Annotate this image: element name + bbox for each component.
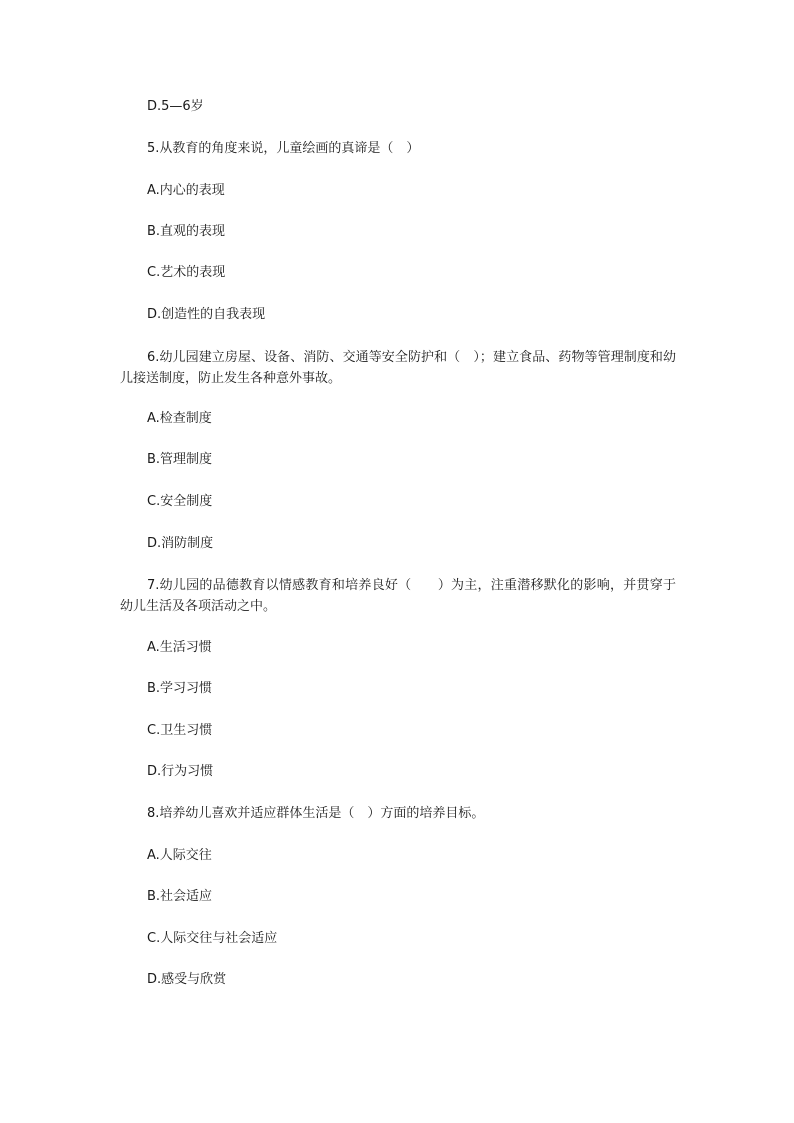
option-q5-b: B.直观的表现 bbox=[147, 224, 226, 239]
option-q5-a: A.内心的表现 bbox=[147, 183, 225, 198]
question-5-stem: 5.从教育的角度来说，儿童绘画的真谛是（ ） bbox=[147, 141, 420, 156]
question-6-stem: 6.幼儿园建立房屋、设备、消防、交通等安全防护和（ ）；建立食品、药物等管理制度和幼儿接送制度，防止发生各种意外事故。 bbox=[120, 350, 676, 386]
option-q8-b: B.社会适应 bbox=[147, 889, 213, 904]
option-q5-d: D.创造性的自我表现 bbox=[147, 307, 266, 322]
question-8-stem: 8.培养幼儿喜欢并适应群体生活是（ ）方面的培养目标。 bbox=[147, 806, 485, 821]
option-q8-c: C.人际交往与社会适应 bbox=[147, 931, 278, 946]
question-7-stem: 7.幼儿园的品德教育以情感教育和培养良好（ ）为主，注重潜移默化的影响，并贯穿于幼儿生活及各项活动之中。 bbox=[120, 578, 676, 614]
option-q4-d: D.5—6岁 bbox=[147, 99, 204, 114]
option-q8-a: A.人际交往 bbox=[147, 848, 212, 863]
option-q7-b: B.学习习惯 bbox=[147, 681, 213, 696]
option-q5-c: C.艺术的表现 bbox=[147, 265, 226, 280]
option-q8-d: D.感受与欣赏 bbox=[147, 972, 227, 987]
option-q7-a: A.生活习惯 bbox=[147, 640, 212, 655]
option-q7-c: C.卫生习惯 bbox=[147, 723, 213, 738]
option-q7-d: D.行为习惯 bbox=[147, 764, 214, 779]
option-q6-d: D.消防制度 bbox=[147, 536, 214, 551]
option-q6-c: C.安全制度 bbox=[147, 494, 213, 509]
option-q6-b: B.管理制度 bbox=[147, 452, 213, 467]
option-q6-a: A.检查制度 bbox=[147, 411, 212, 426]
